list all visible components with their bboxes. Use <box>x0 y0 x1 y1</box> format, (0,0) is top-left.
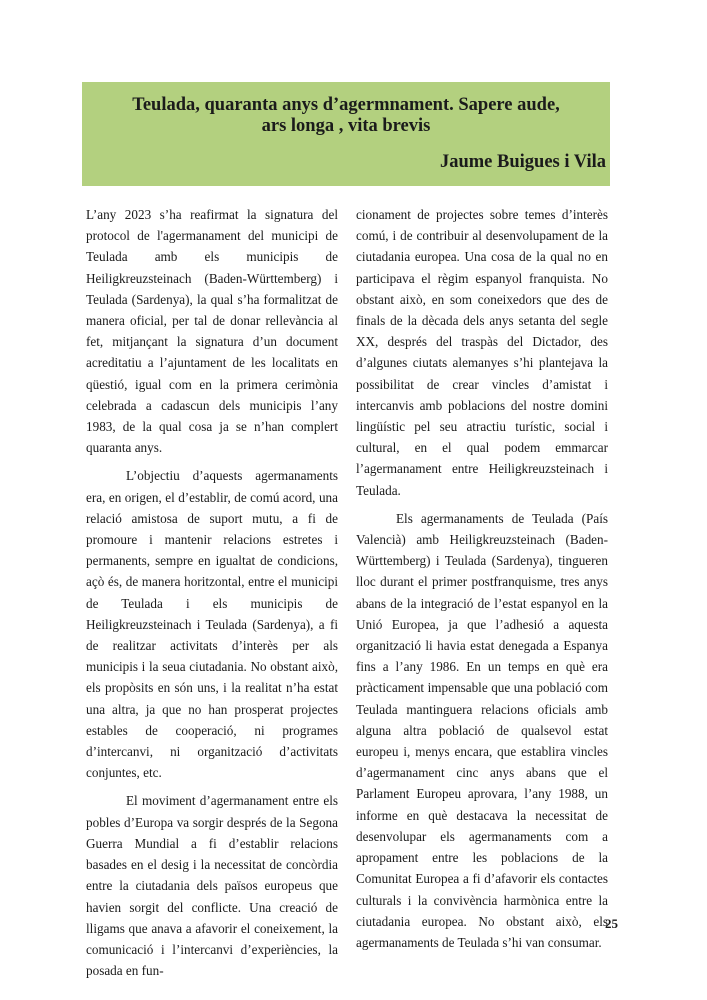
author-name: Jaume Buigues i Vila <box>439 152 606 172</box>
right-text-column <box>356 204 608 960</box>
title-banner <box>82 82 610 186</box>
paragraph: L’objectiu d’aquests agermanaments era, en origen, el d’establir, de comú acord, una relació amistosa de suport mutu, a fi de promoure i mantenir relacions estretes i permanents, sempre en igualtat de condicions, açò és, de manera horitzontal, entre el municipi de Teulada i els municipis de Heiligkreuzsteinach i Teulada (Sardenya), a fi de realitzar activitats d’interès per als municipis i la seua ciutadania. No obstant això, els propòsits en són uns, i la realitat n’ha estat una altra, ja que no han prosperat projectes estables de cooperació, ni programes d’intercanvi, ni organització d’activitats conjuntes, etc. <box>86 468 338 781</box>
left-text-column <box>86 204 338 988</box>
paragraph: L’any 2023 s’ha reafirmat la signatura del protocol de l'agermanament del municipi de Teulada amb els municipis de Heiligkreuzsteinach (Baden-Württemberg) i Teulada (Sardenya), la qual s’ha formalitzat de manera oficial, per tal de donar rellevància al fet, mitjançant la signatura d’un document acreditatiu a l’ajuntament de les localitats en qüestió, igual com en la primera cerimònia celebrada a cadascun dels municipis l’any 1983, de la qual cosa ja se n’han complert quaranta anys. <box>86 207 338 456</box>
article-title <box>82 95 610 137</box>
paragraph: cionament de projectes sobre temes d’interès comú, i de contribuir al desenvolupament de la ciutadania europea. Una cosa de la qual no en participava el règim espanyol franquista. No obstant això, en som coneixedors que des de finals de la dècada dels anys setanta del segle XX, després del traspàs del Dictador, des d’algunes ciutats alemanyes s’hi plantejava la possibilitat de crear vincles d’amistat i intercanvis amb poblacions del nostre domini lingüístic pel seu atractiu turístic, social i cultural, en el qual podem emmarcar l’agermanament entre Heiligkreuzsteinach i Teulada. <box>356 207 608 498</box>
paragraph: El moviment d’agermanament entre els pobles d’Europa va sorgir després de la Segona Guerra Mundial a fi d’establir relacions basades en el desig i la necessitat de concòrdia entre la ciutadania dels països europeus que havien sorgit del conflicte. Una creació de lligams que anava a afavorir el coneixement, la comunicació i l’intercanvi d’experiències, la posada en fun- <box>86 793 338 979</box>
article-title-line-2: ars longa , vita brevis <box>261 116 431 136</box>
paragraph: Els agermanaments de Teulada (País Valencià) amb Heiligkreuzsteinach (Baden-Württemberg) i Teulada (Sardenya), tingueren lloc durant el primer postfranquisme, tres anys abans de la integració de l’estat espanyol en la Unió Europea, ja que l’adhesió a aquesta organització li havia estat denegada a Espanya fins a l’any 1986. En un temps en què era pràcticament impensable que una població com Teulada mantinguera relacions oficials amb alguna altra població de qualsevol estat europeu i, menys encara, que establira vincles d’agermanament cinc anys abans que el Parlament Europeu aprovara, l’any 1988, un informe en què destacava la necessitat de desenvolupar els agermanaments com a apropament entre les poblacions de la Comunitat Europea a fi d’afavorir els contactes culturals i la convivència harmònica entre la ciutadania europea. No obstant això, els agermanaments de Teulada s’hi van consumar. <box>356 510 608 950</box>
article-title-line-1: Teulada, quaranta anys d’agermnament. Sapere aude, <box>132 95 560 115</box>
page-number: 25 <box>605 916 618 931</box>
